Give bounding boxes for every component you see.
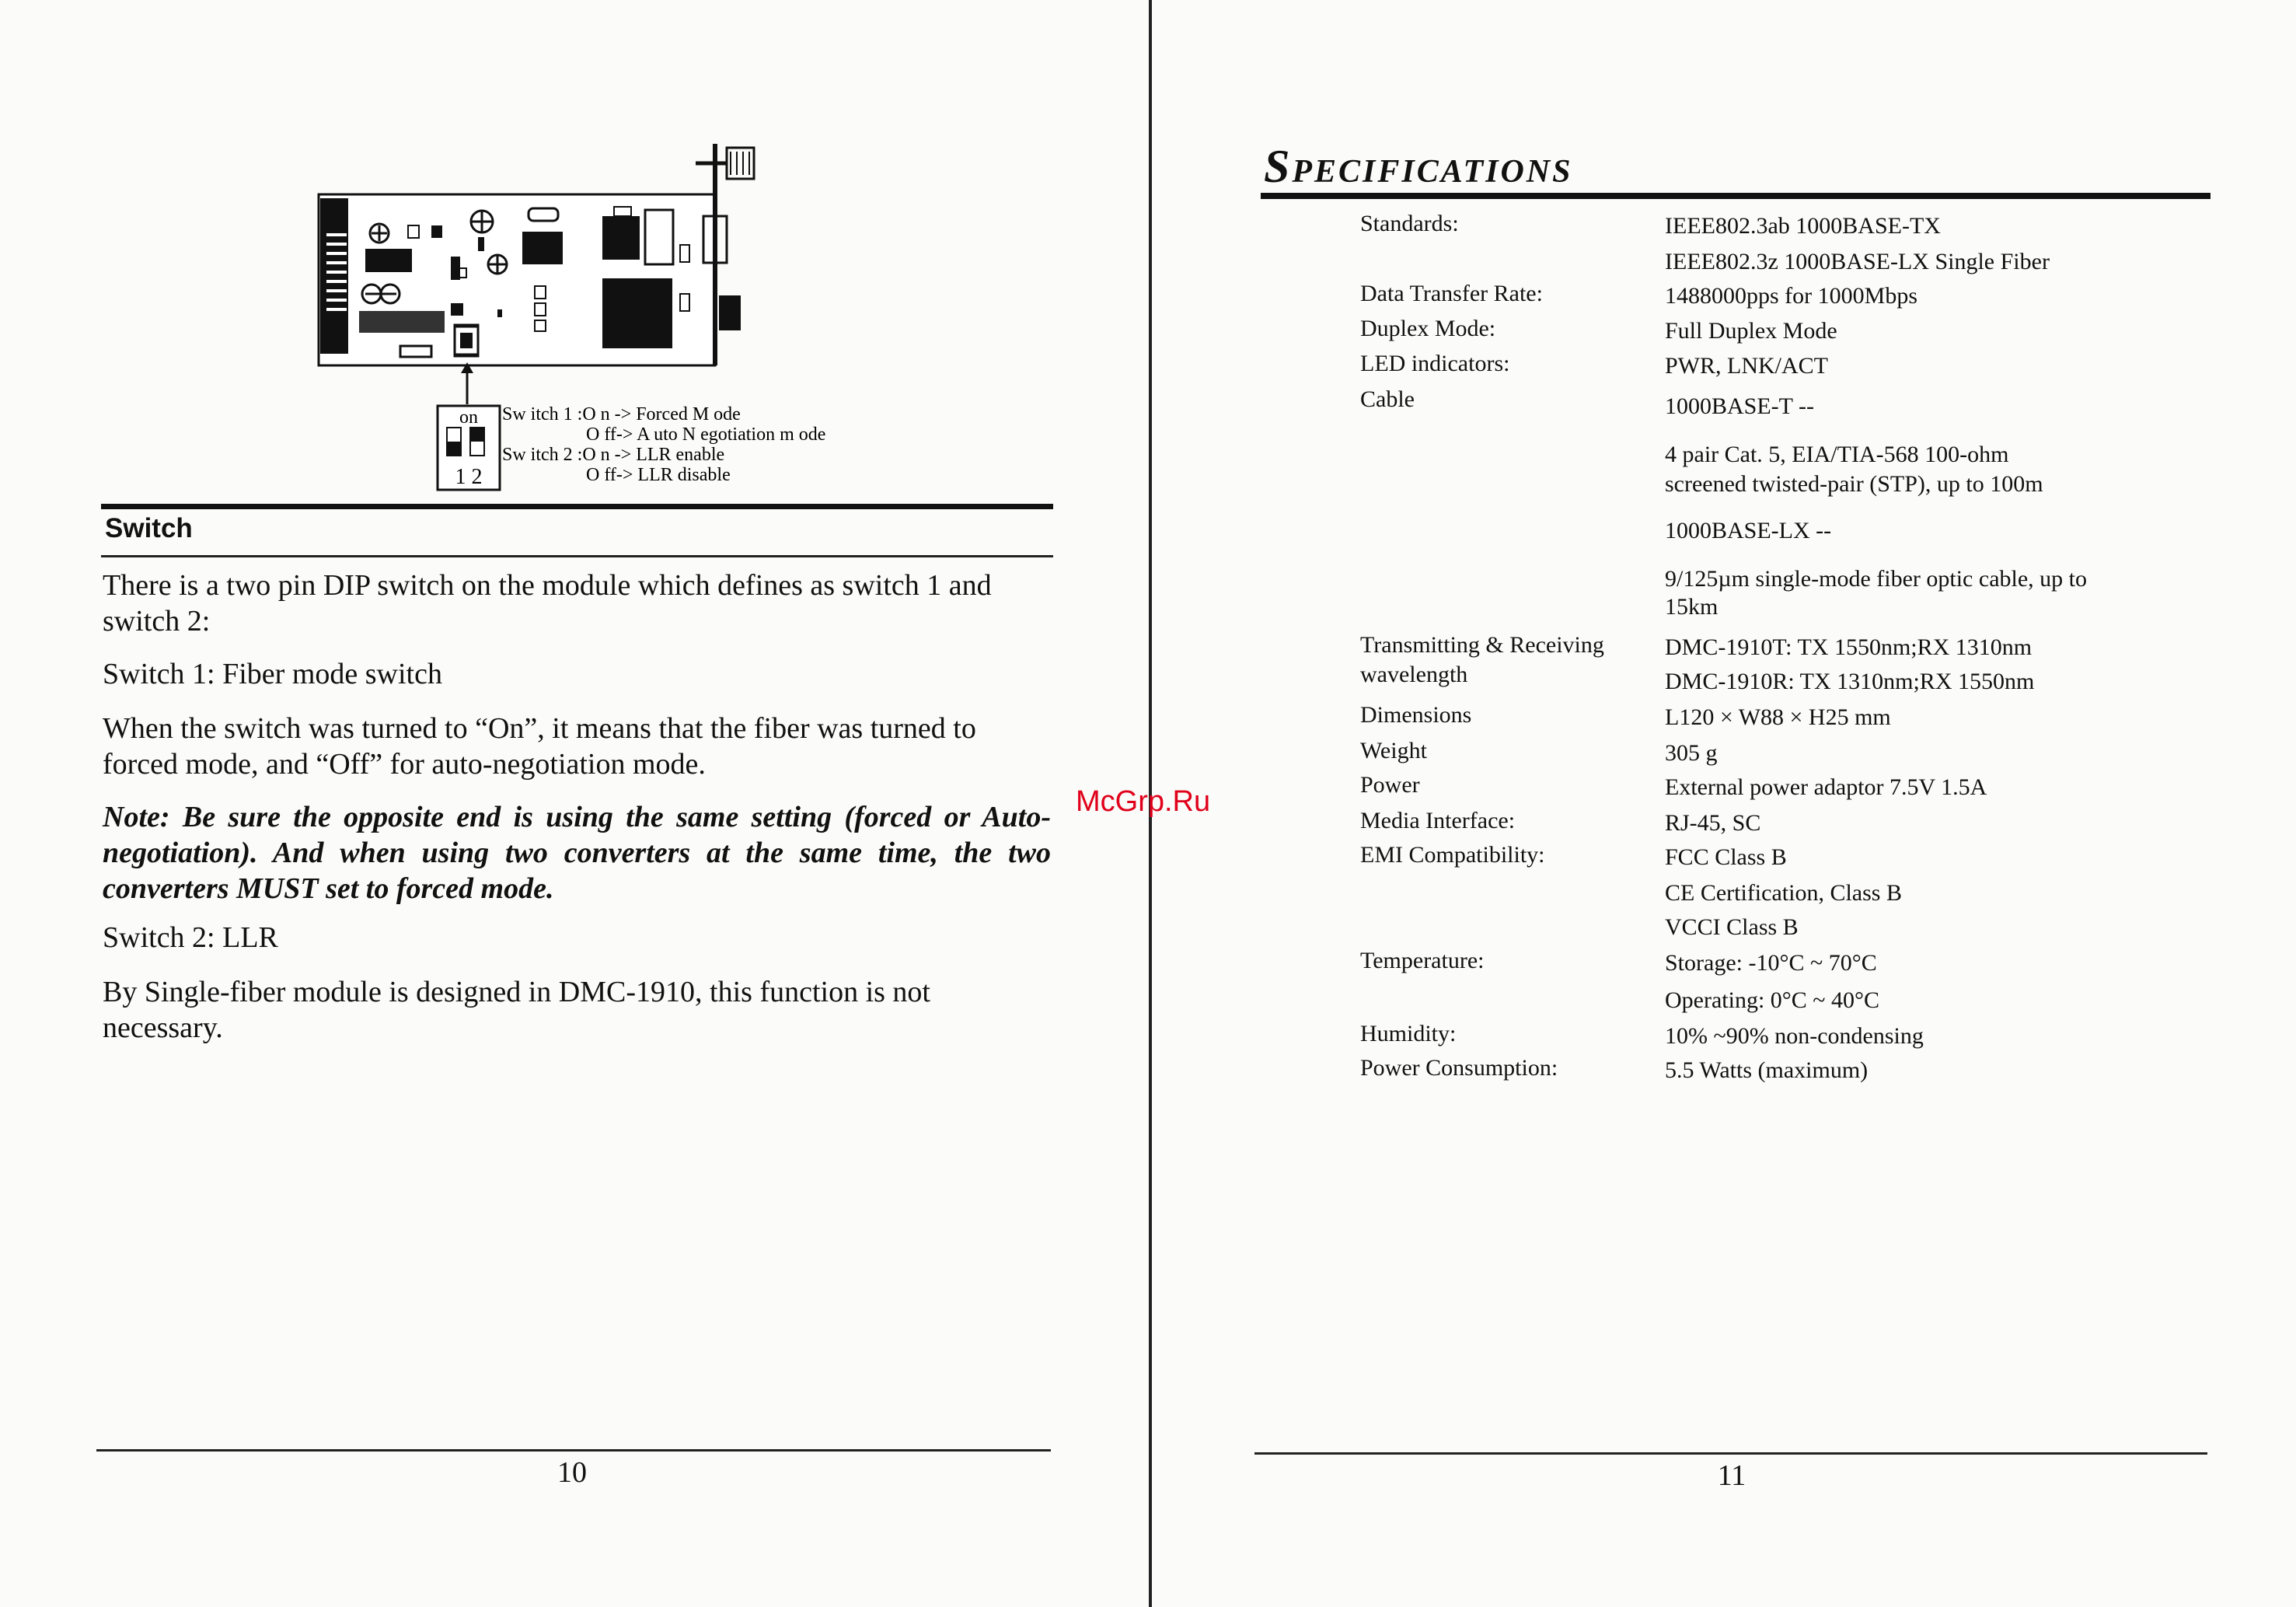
spec-value-cable-3: screened twisted-pair (STP), up to 100m [1665,471,2043,497]
dip-on-label: on [459,407,478,428]
spec-value-wavelength-2: DMC-1910R: TX 1310nm;RX 1550nm [1665,669,2035,694]
spec-value-power: External power adaptor 7.5V 1.5A [1665,774,1987,800]
spec-value-power-consumption: 5.5 Watts (maximum) [1665,1057,1869,1083]
spec-label-temperature: Temperature: [1360,948,1485,973]
spec-label-led: LED indicators: [1360,351,1510,376]
section-heading: Switch [105,513,193,543]
spec-value-cable-2: 4 pair Cat. 5, EIA/TIA-568 100-ohm [1665,442,2009,467]
spec-label-power-consumption: Power Consumption: [1360,1055,1558,1081]
legend-line-1: Sw itch 1 :O n -> Forced M ode [502,404,741,424]
page-number-left: 10 [557,1456,587,1489]
spec-label-emi: EMI Compatibility: [1360,842,1545,868]
legend-line-4: O ff-> LLR disable [586,465,731,485]
paragraph-switch2-title: Switch 2: LLR [103,921,278,954]
spec-value-cable-6: 15km [1665,594,1719,620]
spec-label-wavelength: Transmitting & Receiving [1360,632,1604,658]
spec-value-temperature-1: Storage: -10°C ~ 70°C [1665,950,1877,976]
spec-value-data-rate: 1488000pps for 1000Mbps [1665,283,1918,309]
spec-label-data-rate: Data Transfer Rate: [1360,281,1543,306]
spec-label-standards: Standards: [1360,211,1459,236]
spec-label-media: Media Interface: [1360,808,1516,833]
spec-value-standards-1: IEEE802.3ab 1000BASE-TX [1665,213,1941,239]
spec-value-standards-2: IEEE802.3z 1000BASE-LX Single Fiber [1665,249,2050,274]
footer-rule-right [1254,1452,2207,1455]
spec-value-emi-3: VCCI Class B [1665,914,1799,940]
spec-value-duplex: Full Duplex Mode [1665,318,1837,344]
spec-label-power: Power [1360,772,1420,798]
spec-value-cable-5: 9/125µm single-mode fiber optic cable, up to [1665,566,2087,592]
note-paragraph: Note: Be sure the opposite end is using the same setting (forced or Auto-negotiation). And when using two converters at the same time, the two converters MUST set to forced mode. [103,801,1051,905]
spec-value-dimensions: L120 × W88 × H25 mm [1665,704,1891,730]
spec-label-weight: Weight [1360,738,1427,763]
paragraph-switch1-desc: When the switch was turned to “On”, it means that the fiber was turned to forced mode, and “Off” for auto-negotiation mode. [103,712,976,781]
spec-label-duplex: Duplex Mode: [1360,316,1496,341]
spec-label-wavelength-2: wavelength [1360,662,1468,687]
watermark: McGrp.Ru [1076,785,1211,818]
dip-numbers: 1 2 [455,465,483,489]
page-number-right: 11 [1717,1459,1746,1492]
spec-value-wavelength-1: DMC-1910T: TX 1550nm;RX 1310nm [1665,634,2033,660]
spec-value-emi-2: CE Certification, Class B [1665,880,1902,906]
spec-value-emi-1: FCC Class B [1665,844,1787,870]
spec-value-temperature-2: Operating: 0°C ~ 40°C [1665,987,1880,1013]
spec-value-humidity: 10% ~90% non-condensing [1665,1023,1924,1049]
spec-label-humidity: Humidity: [1360,1021,1457,1046]
specifications-title: Specifications [1264,141,1573,192]
spec-value-led: PWR, LNK/ACT [1665,353,1828,379]
legend-line-3: Sw itch 2 :O n -> LLR enable [502,445,725,465]
spec-value-cable-4: 1000BASE-LX -- [1665,518,1832,543]
paragraph-switch2-desc: By Single-fiber module is designed in DMC-1910, this function is not necessary. [103,976,930,1044]
paragraph-switch1-title: Switch 1: Fiber mode switch [103,658,442,690]
spec-value-media: RJ-45, SC [1665,810,1761,836]
spec-value-weight: 305 g [1665,740,1718,766]
spec-label-dimensions: Dimensions [1360,702,1472,728]
spec-value-cable-1: 1000BASE-T -- [1665,393,1814,419]
spec-label-cable: Cable [1360,386,1415,412]
paragraph-intro: There is a two pin DIP switch on the module which defines as switch 1 and switch 2: [103,569,992,638]
legend-line-2: O ff-> A uto N egotiation m ode [586,424,826,445]
